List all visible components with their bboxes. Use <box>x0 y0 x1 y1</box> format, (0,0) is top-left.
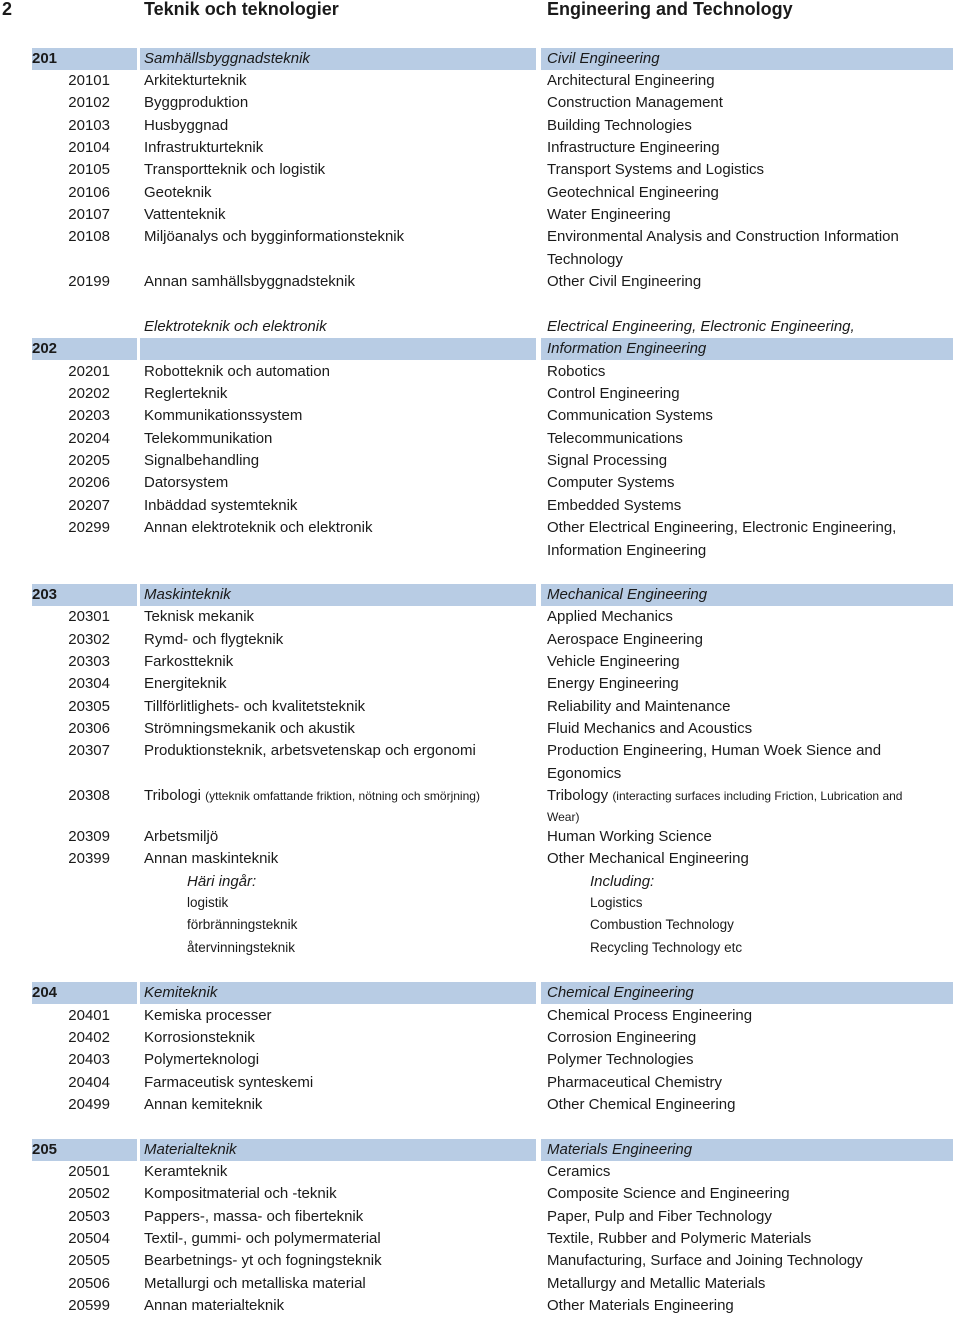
row-sv <box>144 785 480 807</box>
row-en-note: (interacting surfaces including Friction, Lubrication and <box>612 789 903 803</box>
row-sv: Arkitekturteknik <box>144 72 247 89</box>
row-code: 20309 <box>68 828 110 845</box>
row-en: Fluid Mechanics and Acoustics <box>547 720 753 737</box>
row-sv: Farkostteknik <box>144 653 234 670</box>
row-sv: Transportteknik och logistik <box>144 161 326 178</box>
row-sv: Produktionsteknik, arbetsvetenskap och ergonomi <box>144 742 476 759</box>
row-en: Building Technologies <box>547 117 692 134</box>
section-code: 202 <box>32 340 58 357</box>
row-sv: Pappers-, massa- och fiberteknik <box>144 1208 364 1225</box>
row-code: 20303 <box>68 653 110 670</box>
section-title-sv: Kemiteknik <box>144 984 218 1001</box>
row-en: Robotics <box>547 363 606 380</box>
row-en: Environmental Analysis and Construction Information <box>547 228 899 245</box>
row-sv: Kommunikationssystem <box>144 407 303 424</box>
section-title-en: Materials Engineering <box>547 1141 693 1158</box>
row-code: 20105 <box>68 161 110 178</box>
row-code: 20308 <box>68 787 110 804</box>
row-sv: Telekommunikation <box>144 430 273 447</box>
row-sv: Energiteknik <box>144 675 227 692</box>
row-sv: Bearbetnings- yt och fogningsteknik <box>144 1252 382 1269</box>
row-code: 20599 <box>68 1297 110 1314</box>
row-code: 20502 <box>68 1185 110 1202</box>
row-code: 20506 <box>68 1275 110 1292</box>
row-sv: Keramteknik <box>144 1163 228 1180</box>
row-sv: Rymd- och flygteknik <box>144 631 284 648</box>
row-en: Composite Science and Engineering <box>547 1185 790 1202</box>
row-sv: Textil-, gummi- och polymermaterial <box>144 1230 381 1247</box>
section-band <box>140 338 536 360</box>
row-sv: Vattenteknik <box>144 206 226 223</box>
row-code: 20302 <box>68 631 110 648</box>
row-sv: Geoteknik <box>144 184 212 201</box>
row-en-term: Tribology <box>547 787 609 804</box>
row-code: 20106 <box>68 184 110 201</box>
row-code: 20301 <box>68 608 110 625</box>
row-en: Infrastructure Engineering <box>547 139 720 156</box>
includes-item-en: Recycling Technology etc <box>590 940 743 955</box>
row-sv: Reglerteknik <box>144 385 228 402</box>
row-code: 20307 <box>68 742 110 759</box>
row-sv: Polymerteknologi <box>144 1051 260 1068</box>
section-code: 205 <box>32 1141 58 1158</box>
row-sv: Kompositmaterial och -teknik <box>144 1185 337 1202</box>
row-code: 20107 <box>68 206 110 223</box>
row-sv-term: Tribologi <box>144 787 201 804</box>
row-en: Other Civil Engineering <box>547 273 702 290</box>
row-sv: Datorsystem <box>144 474 229 491</box>
row-sv: Metallurgi och metalliska material <box>144 1275 366 1292</box>
row-sv: Annan maskinteknik <box>144 850 279 867</box>
chapter-number: 2 <box>2 0 13 19</box>
row-en: Paper, Pulp and Fiber Technology <box>547 1208 772 1225</box>
row-en: Control Engineering <box>547 385 680 402</box>
row-code: 20504 <box>68 1230 110 1247</box>
row-sv: Annan samhällsbyggnadsteknik <box>144 273 355 290</box>
row-en: Signal Processing <box>547 452 668 469</box>
row-code: 20207 <box>68 497 110 514</box>
row-en-continued: Egonomics <box>547 765 622 782</box>
row-code: 20203 <box>68 407 110 424</box>
section-title-sv: Elektroteknik och elektronik <box>144 318 327 335</box>
section-code: 204 <box>32 984 58 1001</box>
section-title-en: Electrical Engineering, Electronic Engineering, <box>547 318 855 335</box>
row-en: Corrosion Engineering <box>547 1029 697 1046</box>
row-code: 20499 <box>68 1096 110 1113</box>
row-sv: Korrosionsteknik <box>144 1029 255 1046</box>
row-sv: Husbyggnad <box>144 117 229 134</box>
row-code: 20108 <box>68 228 110 245</box>
section-title-en: Civil Engineering <box>547 50 660 67</box>
row-sv: Annan elektroteknik och elektronik <box>144 519 373 536</box>
row-sv: Signalbehandling <box>144 452 260 469</box>
row-code: 20306 <box>68 720 110 737</box>
row-en <box>547 785 902 807</box>
row-code: 20201 <box>68 363 110 380</box>
row-en: Chemical Process Engineering <box>547 1007 753 1024</box>
row-code: 20404 <box>68 1074 110 1091</box>
row-code: 20403 <box>68 1051 110 1068</box>
row-code: 20399 <box>68 850 110 867</box>
row-en: Other Materials Engineering <box>547 1297 734 1314</box>
row-code: 20206 <box>68 474 110 491</box>
includes-item-en: Combustion Technology <box>590 917 734 932</box>
row-sv: Kemiska processer <box>144 1007 272 1024</box>
row-en-continued: Information Engineering <box>547 542 707 559</box>
section-title-sv: Samhällsbyggnadsteknik <box>144 50 310 67</box>
row-code: 20501 <box>68 1163 110 1180</box>
section-title-sv: Materialteknik <box>144 1141 237 1158</box>
section-code: 201 <box>32 50 58 67</box>
row-sv: Miljöanalys och bygginformationsteknik <box>144 228 405 245</box>
row-code: 20102 <box>68 94 110 111</box>
includes-heading-sv: Häri ingår: <box>187 873 257 890</box>
row-code: 20199 <box>68 273 110 290</box>
includes-item-sv: förbränningsteknik <box>187 917 298 932</box>
row-code: 20103 <box>68 117 110 134</box>
row-code: 20401 <box>68 1007 110 1024</box>
row-en: Production Engineering, Human Woek Sience and <box>547 742 882 759</box>
row-sv-note: (ytteknik omfattande friktion, nötning och smörjning) <box>205 789 480 803</box>
row-en: Construction Management <box>547 94 723 111</box>
row-en: Pharmaceutical Chemistry <box>547 1074 723 1091</box>
row-sv: Teknisk mekanik <box>144 608 255 625</box>
row-en: Vehicle Engineering <box>547 653 680 670</box>
row-sv: Farmaceutisk synteskemi <box>144 1074 314 1091</box>
row-en: Other Mechanical Engineering <box>547 850 749 867</box>
row-en: Embedded Systems <box>547 497 682 514</box>
row-en: Metallurgy and Metallic Materials <box>547 1275 766 1292</box>
row-en: Geotechnical Engineering <box>547 184 719 201</box>
row-code: 20299 <box>68 519 110 536</box>
row-en: Human Working Science <box>547 828 712 845</box>
row-sv: Strömningsmekanik och akustik <box>144 720 355 737</box>
row-en: Reliability and Maintenance <box>547 698 731 715</box>
row-en: Architectural Engineering <box>547 72 715 89</box>
includes-item-sv: logistik <box>187 895 229 910</box>
row-en: Transport Systems and Logistics <box>547 161 765 178</box>
row-en: Communication Systems <box>547 407 713 424</box>
includes-heading-en: Including: <box>590 873 655 890</box>
row-code: 20505 <box>68 1252 110 1269</box>
row-sv: Annan materialteknik <box>144 1297 285 1314</box>
row-en: Water Engineering <box>547 206 671 223</box>
row-en: Energy Engineering <box>547 675 679 692</box>
row-sv: Tillförlitlighets- och kvalitetsteknik <box>144 698 366 715</box>
row-en: Manufacturing, Surface and Joining Technology <box>547 1252 863 1269</box>
row-sv: Inbäddad systemteknik <box>144 497 298 514</box>
row-code: 20104 <box>68 139 110 156</box>
includes-item-en: Logistics <box>590 895 643 910</box>
row-en: Applied Mechanics <box>547 608 673 625</box>
row-code: 20204 <box>68 430 110 447</box>
row-en: Other Chemical Engineering <box>547 1096 736 1113</box>
row-en: Ceramics <box>547 1163 611 1180</box>
row-en: Telecommunications <box>547 430 683 447</box>
section-title-en: Mechanical Engineering <box>547 586 708 603</box>
row-code: 20101 <box>68 72 110 89</box>
section-code: 203 <box>32 586 58 603</box>
chapter-title-sv: Teknik och teknologier <box>144 0 339 19</box>
row-en-note-continued: Wear) <box>547 810 580 824</box>
includes-item-sv: återvinningsteknik <box>187 940 296 955</box>
row-en: Aerospace Engineering <box>547 631 703 648</box>
row-en: Textile, Rubber and Polymeric Materials <box>547 1230 812 1247</box>
row-en: Other Electrical Engineering, Electronic Engineering, <box>547 519 897 536</box>
row-code: 20402 <box>68 1029 110 1046</box>
row-en-continued: Technology <box>547 251 623 268</box>
row-code: 20202 <box>68 385 110 402</box>
row-sv: Infrastrukturteknik <box>144 139 264 156</box>
row-code: 20205 <box>68 452 110 469</box>
chapter-title-en: Engineering and Technology <box>547 0 793 19</box>
row-sv: Annan kemiteknik <box>144 1096 263 1113</box>
row-sv: Arbetsmiljö <box>144 828 219 845</box>
row-en: Computer Systems <box>547 474 675 491</box>
row-code: 20503 <box>68 1208 110 1225</box>
row-sv: Robotteknik och automation <box>144 363 330 380</box>
row-en: Polymer Technologies <box>547 1051 694 1068</box>
section-title-en-continued: Information Engineering <box>547 340 707 357</box>
row-sv: Byggproduktion <box>144 94 249 111</box>
row-code: 20304 <box>68 675 110 692</box>
row-code: 20305 <box>68 698 110 715</box>
section-title-sv: Maskinteknik <box>144 586 231 603</box>
section-title-en: Chemical Engineering <box>547 984 694 1001</box>
